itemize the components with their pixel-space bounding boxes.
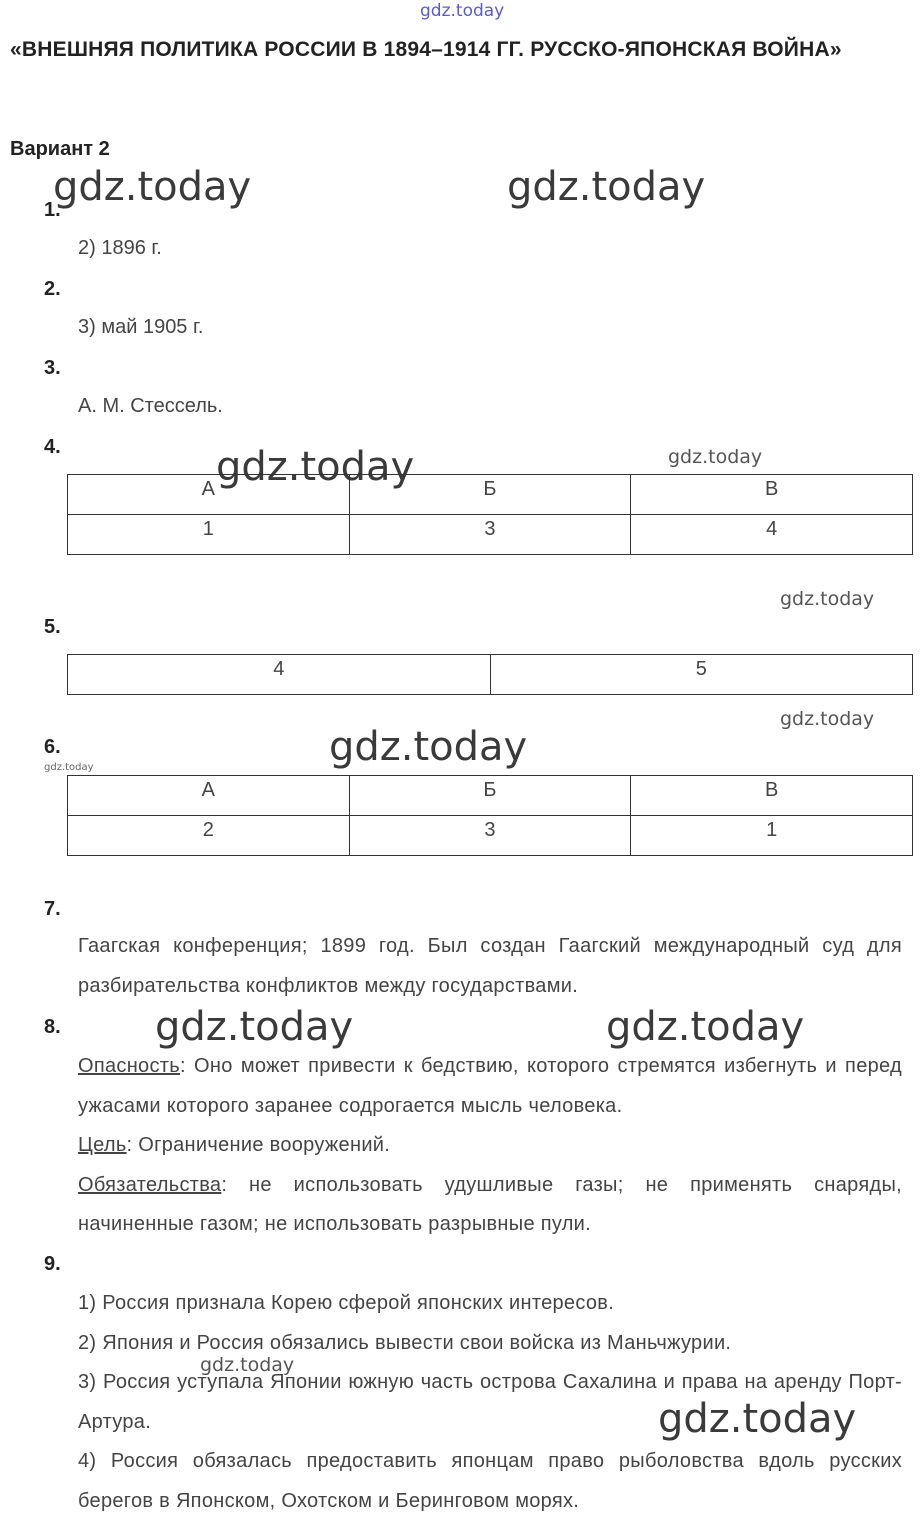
answer-text: 2) 1896 г. [78, 237, 162, 259]
obligations-label: Обязательства [78, 1173, 222, 1196]
answer-paragraph [78, 927, 902, 1006]
question-number: 6. [44, 736, 61, 758]
table-header-cell: Б [349, 475, 631, 515]
table-cell: 1 [631, 816, 913, 856]
watermark: gdz.today [780, 708, 875, 730]
table-cell: 2 [68, 816, 350, 856]
table-row [68, 655, 913, 695]
answer-paragraph [78, 1047, 902, 1245]
answer-text: А. М. Стессель. [78, 395, 223, 417]
table-row [68, 816, 913, 856]
watermark: gdz.today [606, 1004, 805, 1050]
question-number: 7. [44, 898, 61, 920]
goal-label: Цель [78, 1134, 127, 1156]
list-item: 4) Россия обязалась предоставить японцам право рыболовства вдоль русских берегов в Японском, Охотском и Беринговом морях. [78, 1450, 902, 1512]
list-item: 2) Япония и Россия обязались вывести свои войска из Маньчжурии. [78, 1331, 732, 1354]
table-header-cell: А [68, 475, 350, 515]
answer-table [67, 474, 913, 555]
question-number: 3. [44, 357, 61, 379]
question-number: 5. [44, 616, 61, 638]
watermark: gdz.today [780, 588, 875, 610]
danger-label: Опасность [78, 1055, 180, 1077]
watermark: gdz.today [44, 762, 94, 773]
watermark: gdz.today [329, 724, 528, 770]
table-header-cell: Б [349, 776, 631, 816]
watermark: gdz.today [658, 1396, 857, 1442]
answer-text: 3) май 1905 г. [78, 316, 204, 338]
answer-table [67, 775, 913, 856]
answer-list [78, 1284, 902, 1521]
obligations-line [78, 1166, 902, 1245]
danger-line [78, 1047, 902, 1126]
table-cell: 4 [68, 655, 491, 695]
page-title: «ВНЕШНЯЯ ПОЛИТИКА РОССИИ В 1894–1914 ГГ. РУССКО-ЯПОНСКАЯ ВОЙНА» [10, 38, 842, 61]
list-item: 3) Россия уступала Японии южную часть острова Сахалина и права на аренду Порт-Артура. [78, 1371, 902, 1433]
answer-text: Гаагская конференция; 1899 год. Был создан Гаагский международный суд для разбирательства конфликтов между государствами. [78, 935, 902, 997]
question-number: 4. [44, 436, 61, 458]
goal-line [78, 1126, 902, 1166]
watermark-top: gdz.today [420, 1, 505, 21]
watermark: gdz.today [200, 1354, 295, 1376]
table-cell: 5 [490, 655, 913, 695]
danger-text: : Оно может привести к бедствию, которого стремятся избегнуть и перед ужасами которого заранее содрогается мысль человека. [78, 1055, 902, 1117]
table-cell: 1 [68, 515, 350, 555]
question-number: 8. [44, 1016, 61, 1038]
obligations-text: : не использовать удушливые газы; не применять снаряды, начиненные газом; не использовать разрывные пули. [78, 1173, 902, 1235]
watermark: gdz.today [155, 1004, 354, 1050]
question-number: 2. [44, 278, 61, 300]
table-header-cell: В [631, 475, 913, 515]
question-number: 1. [44, 199, 61, 221]
watermark: gdz.today [216, 444, 415, 490]
answer-table [67, 654, 913, 695]
table-cell: 4 [631, 515, 913, 555]
list-item: 1) Россия признала Корею сферой японских интересов. [78, 1292, 615, 1314]
table-header-cell: В [631, 776, 913, 816]
table-cell: 3 [349, 816, 631, 856]
watermark: gdz.today [668, 446, 763, 468]
table-header-row [68, 776, 913, 816]
table-header-cell: А [68, 776, 350, 816]
question-number: 9. [44, 1253, 61, 1275]
watermark: gdz.today [507, 164, 706, 210]
table-header-row [68, 475, 913, 515]
table-row [68, 515, 913, 555]
goal-text: : Ограничение вооружений. [126, 1134, 391, 1156]
variant-heading: Вариант 2 [10, 138, 110, 160]
watermark: gdz.today [53, 164, 252, 210]
table-cell: 3 [349, 515, 631, 555]
